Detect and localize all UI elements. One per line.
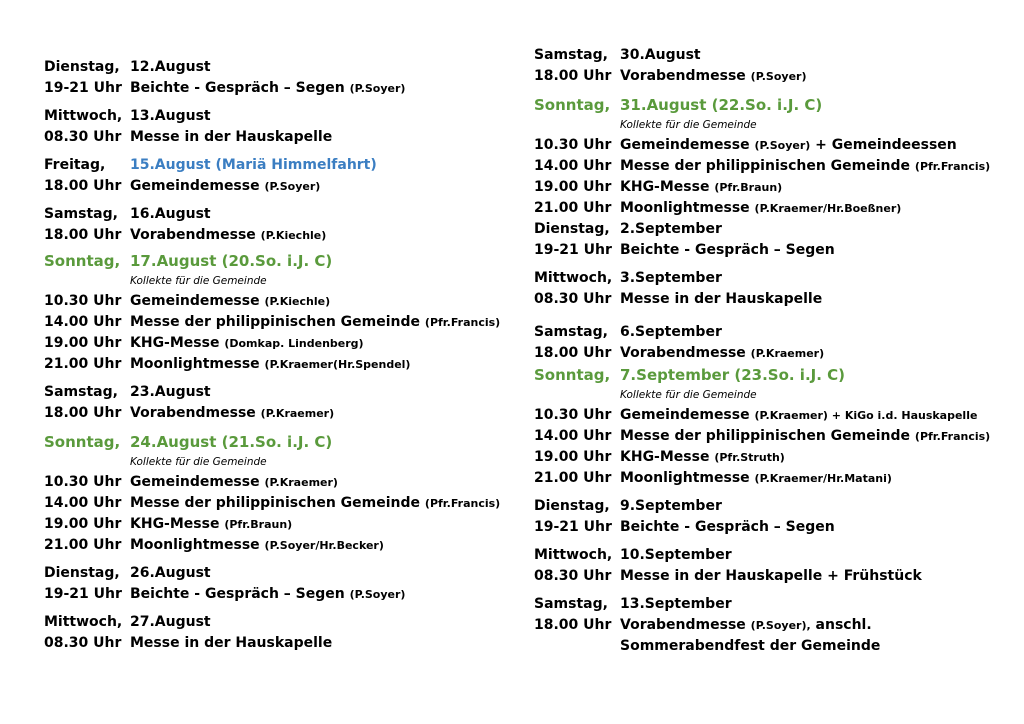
entry-text: 23.August	[130, 384, 211, 400]
entry-text-wrap	[620, 156, 990, 177]
entry-text: Messe der philippinischen Gemeinde	[130, 495, 421, 511]
entry-label: 19-21 Uhr	[44, 586, 122, 602]
entry-celebrant: (P.Kraemer(Hr.Spendel)	[264, 358, 411, 371]
entry-label: Mittwoch,	[534, 270, 613, 286]
entry-text-wrap	[620, 198, 901, 219]
entry-celebrant: (P.Kraemer/Hr.Boeßner)	[754, 202, 902, 215]
entry-text: 16.August	[130, 206, 211, 222]
sunday-label: Sonntag,	[534, 366, 611, 384]
entry-celebrant: (Pfr.Francis)	[424, 316, 501, 329]
entry-text-wrap	[620, 177, 782, 198]
entry-text: 13.August	[130, 108, 211, 124]
entry-text: 12.August	[130, 59, 211, 75]
entry-celebrant: (P.Kiechle)	[264, 295, 331, 308]
entry-label: 21.00 Uhr	[44, 537, 122, 553]
entry-label: 21.00 Uhr	[534, 200, 612, 216]
entry-text: Beichte - Gespräch – Segen	[130, 586, 345, 602]
entry-label: 18.00 Uhr	[534, 617, 612, 633]
entry-label: 18.00 Uhr	[44, 178, 122, 194]
collection-note: Kollekte für die Gemeinde	[620, 119, 757, 131]
entry-label: 08.30 Uhr	[44, 129, 122, 145]
entry-label: 19.00 Uhr	[44, 335, 122, 351]
entry-text-wrap	[130, 225, 326, 246]
entry-label: Mittwoch,	[44, 614, 123, 630]
entry-text: 30.August	[620, 47, 701, 63]
entry-text-wrap	[130, 584, 405, 605]
entry-label: Freitag,	[44, 157, 106, 173]
entry-label: 18.00 Uhr	[44, 405, 122, 421]
entry-label: Dienstag,	[44, 565, 120, 581]
entry-celebrant: (P.Soyer)	[754, 139, 811, 152]
sunday-label: Sonntag,	[44, 252, 121, 270]
collection-note: Kollekte für die Gemeinde	[620, 389, 757, 401]
entry-celebrant: (P.Soyer)	[349, 588, 406, 601]
entry-celebrant: (P.Soyer)	[264, 180, 321, 193]
entry-text: KHG-Messe	[130, 516, 220, 532]
entry-text: Messe der philippinischen Gemeinde	[620, 158, 911, 174]
entry-text: Vorabendmesse	[620, 617, 746, 633]
sunday-title: 31.August (22.So. i.J. C)	[620, 96, 823, 114]
entry-label: 21.00 Uhr	[44, 356, 122, 372]
entry-text-wrap	[130, 535, 384, 556]
entry-label: Samstag,	[534, 596, 608, 612]
entry-text: Vorabendmesse	[130, 227, 256, 243]
entry-text: 27.August	[130, 614, 211, 630]
entry-label: Samstag,	[534, 324, 608, 340]
entry-text: Messe der philippinischen Gemeinde	[620, 428, 911, 444]
entry-label: 10.30 Uhr	[44, 293, 122, 309]
sunday-title: 17.August (20.So. i.J. C)	[130, 252, 333, 270]
entry-label: Samstag,	[44, 206, 118, 222]
entry-celebrant: (Pfr.Francis)	[914, 160, 991, 173]
entry-celebrant: (Pfr.Francis)	[424, 497, 501, 510]
collection-note: Kollekte für die Gemeinde	[130, 275, 267, 287]
entry-text: Beichte - Gespräch – Segen	[620, 242, 835, 258]
entry-text-wrap	[130, 403, 334, 424]
entry-text-wrap	[130, 333, 364, 354]
sunday-title: 7.September (23.So. i.J. C)	[620, 366, 846, 384]
entry-label: Dienstag,	[534, 221, 610, 237]
entry-text: Moonlightmesse	[130, 537, 260, 553]
entry-label: Dienstag,	[44, 59, 120, 75]
entry-label: 10.30 Uhr	[534, 137, 612, 153]
entry-text: Moonlightmesse	[130, 356, 260, 372]
entry-text-wrap	[620, 447, 785, 468]
entry-text: Vorabendmesse	[620, 68, 746, 84]
entry-label: 19-21 Uhr	[534, 242, 612, 258]
entry-text: KHG-Messe	[620, 179, 710, 195]
entry-label: 08.30 Uhr	[44, 635, 122, 651]
feast-day-title: 15.August (Mariä Himmelfahrt)	[130, 157, 377, 173]
entry-text-wrap	[620, 468, 892, 489]
entry-text-wrap	[130, 78, 405, 99]
entry-text: Gemeindemesse	[620, 407, 750, 423]
entry-text: Beichte - Gespräch – Segen	[130, 80, 345, 96]
entry-celebrant: (Pfr.Braun)	[224, 518, 293, 531]
entry-text-wrap	[620, 343, 824, 364]
entry-label: 19.00 Uhr	[534, 449, 612, 465]
entry-celebrant: (P.Kiechle)	[260, 229, 327, 242]
entry-label: 10.30 Uhr	[44, 474, 122, 490]
entry-label: 18.00 Uhr	[534, 345, 612, 361]
entry-celebrant: (P.Soyer)	[750, 70, 807, 83]
sunday-label: Sonntag,	[534, 96, 611, 114]
entry-celebrant: (P.Kraemer/Hr.Matani)	[754, 472, 892, 485]
entry-label: 14.00 Uhr	[44, 314, 122, 330]
entry-text: 26.August	[130, 565, 211, 581]
entry-label: Samstag,	[534, 47, 608, 63]
entry-text: Beichte - Gespräch – Segen	[620, 519, 835, 535]
entry-text-wrap	[620, 615, 872, 636]
entry-text: 13.September	[620, 596, 732, 612]
entry-text: Gemeindemesse	[130, 474, 260, 490]
entry-text-wrap	[620, 405, 977, 426]
entry-celebrant: (P.Kraemer)	[264, 476, 338, 489]
entry-celebrant: (P.Soyer)	[349, 82, 406, 95]
entry-text-wrap	[620, 135, 957, 156]
entry-celebrant: (P.Kraemer)	[750, 347, 825, 360]
entry-label: 14.00 Uhr	[534, 428, 612, 444]
entry-label: 19-21 Uhr	[534, 519, 612, 535]
entry-label: 19.00 Uhr	[44, 516, 122, 532]
entry-text: Messe in der Hauskapelle	[620, 291, 823, 307]
entry-celebrant: (Domkap. Lindenberg)	[224, 337, 364, 350]
entry-text-wrap	[130, 472, 338, 493]
entry-text: Messe in der Hauskapelle	[130, 635, 333, 651]
entry-text-wrap	[130, 493, 500, 514]
entry-text: Moonlightmesse	[620, 200, 750, 216]
entry-text-wrap	[130, 354, 410, 375]
entry-label: 08.30 Uhr	[534, 568, 612, 584]
entry-label: 18.00 Uhr	[534, 68, 612, 84]
entry-label: 18.00 Uhr	[44, 227, 122, 243]
entry-text-wrap	[130, 312, 500, 333]
entry-text-wrap	[620, 66, 806, 87]
entry-text: Sommerabendfest der Gemeinde	[620, 638, 881, 654]
entry-text: Messe in der Hauskapelle + Frühstück	[620, 568, 922, 584]
entry-text: KHG-Messe	[620, 449, 710, 465]
entry-celebrant: (Pfr.Braun)	[714, 181, 783, 194]
entry-label: Mittwoch,	[44, 108, 123, 124]
entry-celebrant: (P.Soyer),	[750, 619, 811, 632]
entry-text: Vorabendmesse	[130, 405, 256, 421]
entry-label: Mittwoch,	[534, 547, 613, 563]
entry-celebrant: (P.Kraemer) + KiGo i.d. Hauskapelle	[754, 409, 978, 422]
entry-text: Moonlightmesse	[620, 470, 750, 486]
sunday-label: Sonntag,	[44, 433, 121, 451]
entry-text: 2.September	[620, 221, 722, 237]
entry-text: 3.September	[620, 270, 722, 286]
entry-text: Vorabendmesse	[620, 345, 746, 361]
entry-label: 19-21 Uhr	[44, 80, 122, 96]
entry-label: 14.00 Uhr	[44, 495, 122, 511]
entry-text-wrap	[130, 176, 320, 197]
entry-text: Gemeindemesse	[620, 137, 750, 153]
entry-text: Gemeindemesse	[130, 178, 260, 194]
entry-text: 9.September	[620, 498, 722, 514]
entry-celebrant: (Pfr.Francis)	[914, 430, 991, 443]
entry-text-wrap	[130, 291, 330, 312]
entry-label: Samstag,	[44, 384, 118, 400]
entry-label: Dienstag,	[534, 498, 610, 514]
entry-celebrant: (Pfr.Struth)	[714, 451, 785, 464]
entry-label: 21.00 Uhr	[534, 470, 612, 486]
sunday-title: 24.August (21.So. i.J. C)	[130, 433, 333, 451]
entry-text: KHG-Messe	[130, 335, 220, 351]
entry-text-wrap	[130, 514, 292, 535]
entry-text: 6.September	[620, 324, 722, 340]
entry-text: Gemeindemesse	[130, 293, 260, 309]
entry-text: Messe in der Hauskapelle	[130, 129, 333, 145]
entry-label: 19.00 Uhr	[534, 179, 612, 195]
entry-addition: anschl.	[815, 617, 872, 633]
collection-note: Kollekte für die Gemeinde	[130, 456, 267, 468]
entry-text: Messe der philippinischen Gemeinde	[130, 314, 421, 330]
entry-label: 08.30 Uhr	[534, 291, 612, 307]
entry-label: 14.00 Uhr	[534, 158, 612, 174]
entry-celebrant: (P.Soyer/Hr.Becker)	[264, 539, 384, 552]
entry-text: 10.September	[620, 547, 732, 563]
entry-celebrant: (P.Kraemer)	[260, 407, 335, 420]
entry-addition: + Gemeindeessen	[815, 137, 957, 153]
entry-text-wrap	[620, 426, 990, 447]
entry-label: 10.30 Uhr	[534, 407, 612, 423]
